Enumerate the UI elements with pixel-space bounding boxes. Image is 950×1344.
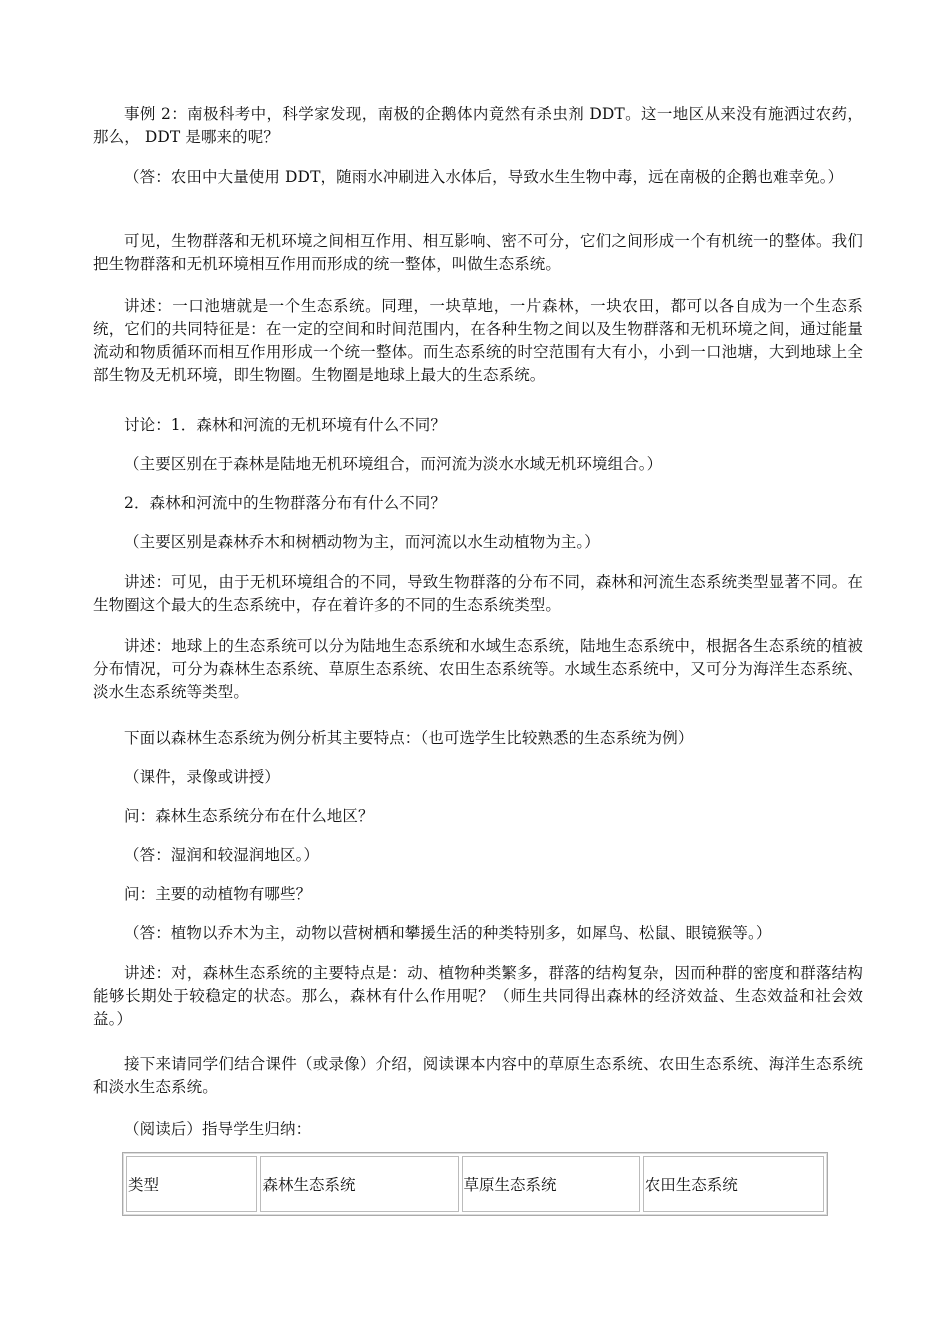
paragraph-summary-guide: （阅读后）指导学生归纳： bbox=[124, 1120, 312, 1138]
paragraph-question-species: 问：主要的动植物有哪些？ bbox=[124, 885, 312, 903]
paragraph-example-2: 事例 2：南极科考中，科学家发现，南极的企鹅体内竟然有杀虫剂 DDT。这一地区从来没有施洒过农药，那么， DDT 是哪来的呢？ bbox=[93, 105, 863, 146]
ecosystem-summary-table bbox=[122, 1152, 828, 1216]
paragraph-courseware: （课件，录像或讲授） bbox=[124, 768, 281, 786]
paragraph-ecosystem-definition: 可见，生物群落和无机环境之间相互作用、相互影响、密不可分，它们之间形成一个有机统一的整体。我们把生物群落和无机环境相互作用而形成的统一整体，叫做生态系统。 bbox=[93, 232, 863, 273]
paragraph-answer-region: （答：湿润和较湿润地区。） bbox=[124, 846, 320, 864]
paragraph-discussion-2: 2．森林和河流中的生物群落分布有什么不同？ bbox=[124, 494, 446, 512]
paragraph-answer-ddt: （答：农田中大量使用 DDT，随雨水冲刷进入水体后，导致水生生物中毒，远在南极的企鹅也难幸免。） bbox=[124, 168, 844, 186]
paragraph-forest-features: 讲述：对，森林生态系统的主要特点是：动、植物种类繁多，群落的结构复杂，因而种群的密度和群落结构能够长期处于较稳定的状态。那么，森林有什么作用呢？（师生共同得出森林的经济效益、生态效益和社会效益。） bbox=[93, 964, 863, 1028]
table-cell-type: 类型 bbox=[126, 1156, 257, 1212]
table-header-row bbox=[126, 1156, 824, 1212]
paragraph-answer-2: （主要区别是森林乔木和树栖动物为主，而河流以水生动植物为主。） bbox=[124, 533, 600, 551]
paragraph-forest-analysis: 下面以森林生态系统为例分析其主要特点：（也可选学生比较熟悉的生态系统为例） bbox=[124, 729, 694, 747]
paragraph-discussion-1: 讨论：1．森林和河流的无机环境有什么不同？ bbox=[124, 416, 446, 434]
paragraph-lecture-difference: 讲述：可见，由于无机环境组合的不同，导致生物群落的分布不同，森林和河流生态系统类型显著不同。在生物圈这个最大的生态系统中，存在着许多的不同的生态系统类型。 bbox=[93, 573, 863, 614]
paragraph-answer-1: （主要区别在于森林是陆地无机环境组合，而河流为淡水水域无机环境组合。） bbox=[124, 455, 663, 473]
paragraph-answer-species: （答：植物以乔木为主，动物以营树栖和攀援生活的种类特别多，如犀鸟、松鼠、眼镜猴等。） bbox=[124, 924, 772, 942]
paragraph-question-region: 问：森林生态系统分布在什么地区？ bbox=[124, 807, 374, 825]
paragraph-reading-task: 接下来请同学们结合课件（或录像）介绍，阅读课本内容中的草原生态系统、农田生态系统、海洋生态系统和淡水生态系统。 bbox=[93, 1055, 863, 1096]
table-cell-grassland: 草原生态系统 bbox=[462, 1156, 640, 1212]
paragraph-lecture-classification: 讲述：地球上的生态系统可以分为陆地生态系统和水域生态系统，陆地生态系统中，根据各生态系统的植被分布情况，可分为森林生态系统、草原生态系统、农田生态系统等。水域生态系统中，又可分为海洋生态系统、淡水生态系统等类型。 bbox=[93, 637, 863, 701]
paragraph-lecture-pond: 讲述：一口池塘就是一个生态系统。同理，一块草地，一片森林，一块农田，都可以各自成为一个生态系统，它们的共同特征是：在一定的空间和时间范围内，在各种生物之间以及生物群落和无机环境之间，通过能量流动和物质循环而相互作用形成一个统一整体。而生态系统的时空范围有大有小，小到一口池塘，大到地球上全部生物及无机环境，即生物圈。生物圈是地球上最大的生态系统。 bbox=[93, 297, 863, 384]
table-cell-farmland: 农田生态系统 bbox=[643, 1156, 824, 1212]
table-cell-forest: 森林生态系统 bbox=[260, 1156, 458, 1212]
